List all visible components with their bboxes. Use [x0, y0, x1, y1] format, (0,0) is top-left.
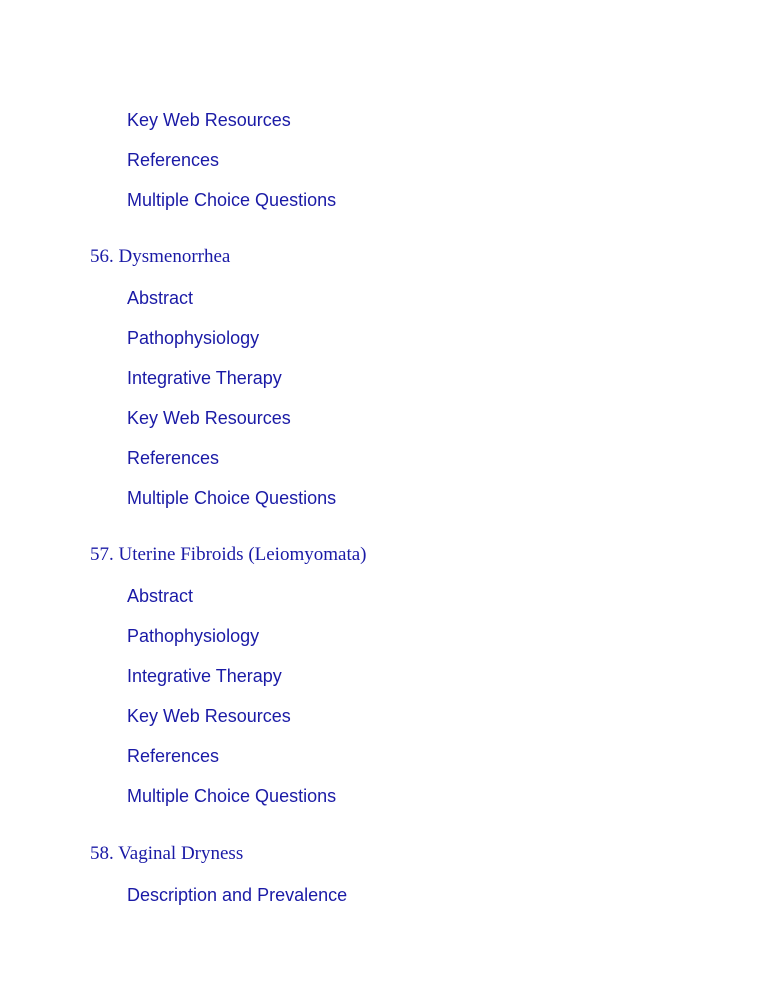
toc-link-references[interactable]: References: [127, 746, 220, 766]
toc-link-multiple-choice-questions[interactable]: Multiple Choice Questions: [127, 488, 337, 508]
chapter-heading-57[interactable]: 57. Uterine Fibroids (Leiomyomata): [90, 544, 367, 565]
toc-link-integrative-therapy[interactable]: Integrative Therapy: [127, 368, 282, 388]
toc-link-pathophysiology[interactable]: Pathophysiology: [127, 626, 260, 646]
toc-link-integrative-therapy[interactable]: Integrative Therapy: [127, 666, 282, 686]
toc-link-abstract[interactable]: Abstract: [127, 288, 194, 308]
toc-link-key-web-resources[interactable]: Key Web Resources: [127, 408, 291, 428]
toc-link-references[interactable]: References: [127, 150, 220, 170]
toc-link-pathophysiology[interactable]: Pathophysiology: [127, 328, 260, 348]
chapter-heading-58[interactable]: 58. Vaginal Dryness: [90, 843, 244, 864]
toc-link-multiple-choice-questions[interactable]: Multiple Choice Questions: [127, 786, 337, 806]
toc-link-key-web-resources[interactable]: Key Web Resources: [127, 706, 291, 726]
toc-link-key-web-resources[interactable]: Key Web Resources: [127, 110, 291, 130]
toc-link-references[interactable]: References: [127, 448, 220, 468]
toc-link-multiple-choice-questions[interactable]: Multiple Choice Questions: [127, 190, 337, 210]
chapter-heading-56[interactable]: 56. Dysmenorrhea: [90, 246, 231, 267]
toc-link-description-and-prevalence[interactable]: Description and Prevalence: [127, 885, 348, 905]
toc-link-abstract[interactable]: Abstract: [127, 586, 194, 606]
